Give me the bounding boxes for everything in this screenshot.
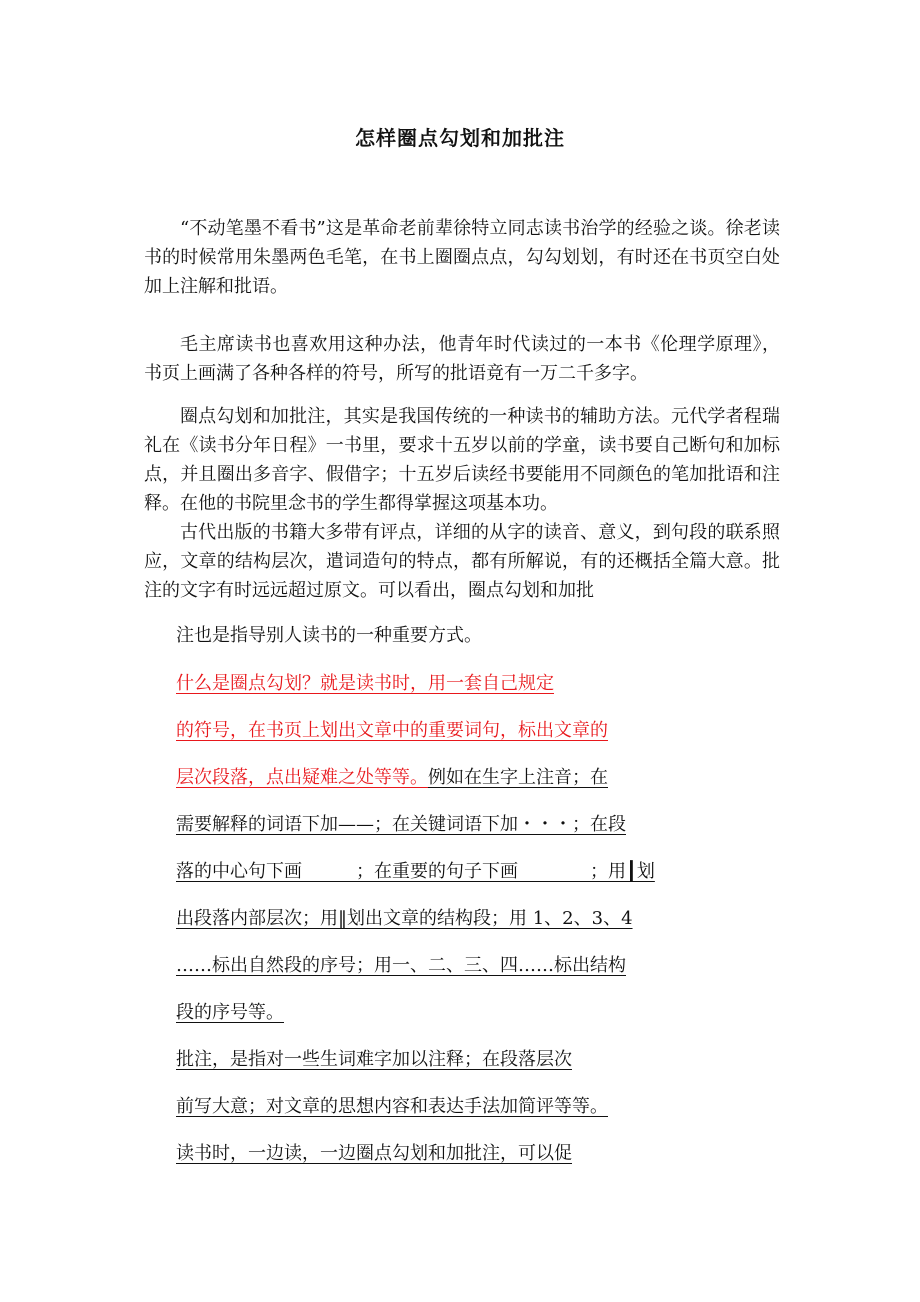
text-line-12: 读书时，一边读，一边圈点勾划和加批注，可以促 (176, 1143, 572, 1164)
text-line-9: 段的序号等。 (176, 1002, 284, 1023)
text-line-10: 批注，是指对一些生词难字加以注释；在段落层次 (176, 1049, 572, 1070)
text-line-8: ……标出自然段的序号；用一、二、三、四……标出结构 (176, 955, 626, 976)
text-line-11: 前写大意；对文章的思想内容和表达手法加简评等等。 (176, 1096, 608, 1117)
paragraph-3: 圈点勾划和加批注，其实是我国传统的一种读书的辅助方法。元代学者程瑞礼在《读书分年日程》一书里，要求十五岁以前的学童，读书要自己断句和加标点，并且圈出多音字、假借字；十五岁后读经书要能用不同颜色的笔加批语和注释。在他的书院里念书的学生都得掌握这项基本功。 (144, 406, 780, 514)
text-line-4-black: 例如在生字上注音；在 (428, 767, 608, 788)
text-line-3: 的符号，在书页上划出文章中的重要词句，标出文章的 (176, 720, 608, 741)
paragraph-4: 古代出版的书籍大多带有评点，详细的从字的读音、意义，到句段的联系照应，文章的结构层次，遣词造句的特点，都有所解说，有的还概括全篇大意。批注的文字有时远远超过原文。可以看出，圈点勾划和加批 (144, 522, 780, 601)
paragraph-2: 毛主席读书也喜欢用这种办法，他青年时代读过的一本书《伦理学原理》，书页上画满了各种各样的符号，所写的批语竟有一万二千多字。 (144, 334, 780, 384)
text-line-5: 需要解释的词语下加——；在关键词语下加・・・；在段 (176, 814, 626, 835)
page-title: 怎样圈点勾划和加批注 (355, 126, 565, 150)
paragraph-1: “不动笔墨不看书”这是革命老前辈徐特立同志读书治学的经验之谈。徐老读书的时候常用朱墨两色毛笔，在书上圈圈点点，勾勾划划，有时还在书页空白处加上注解和批语。 (144, 218, 780, 297)
text-line-4-red: 层次段落，点出疑难之处等等。 (176, 767, 428, 788)
text-line-1: 注也是指导别人读书的一种重要方式。 (176, 625, 482, 646)
text-line-2: 什么是圈点勾划？就是读书时，用一套自己规定 (176, 673, 554, 694)
text-line-4 (176, 766, 608, 790)
text-line-6: 落的中心句下画 ；在重要的句子下画 ；用┃划 (176, 861, 655, 882)
text-line-7: 出段落内部层次；用‖划出文章的结构段；用 1、2、3、4 (176, 908, 633, 929)
